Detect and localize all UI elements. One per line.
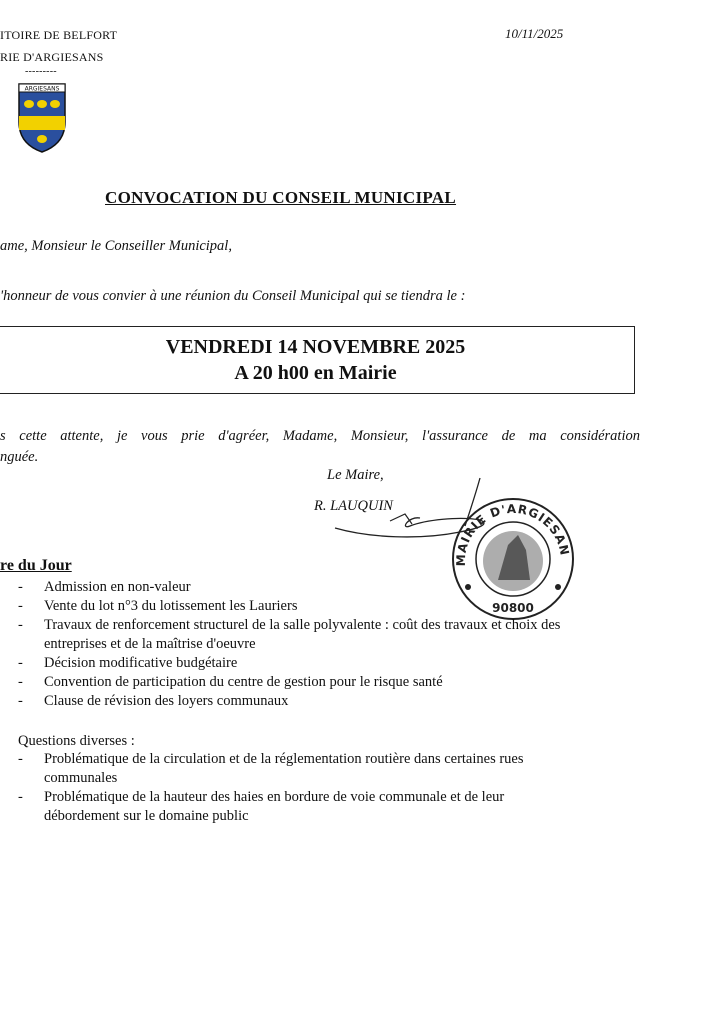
header-department: ITOIRE DE BELFORT — [0, 28, 118, 42]
agenda-item-text: Décision modificative budgétaire — [44, 655, 238, 671]
agenda-item-text: Clause de révision des loyers communaux — [44, 693, 289, 709]
closing-line-1: s cette attente, je vous prie d'agréer, Madame, Monsieur, l'assurance de ma considération — [0, 428, 640, 444]
meeting-date: VENDREDI 14 NOVEMBRE 2025 — [165, 336, 466, 358]
questions-title: Questions diverses : — [18, 733, 135, 749]
agenda-item-text: Vente du lot n°3 du lotissement les Lauriers — [44, 598, 298, 614]
header-separator: --------- — [25, 66, 57, 77]
salutation: ame, Monsieur le Conseiller Municipal, — [0, 238, 232, 254]
stamp-postal: 90800 — [492, 601, 534, 615]
agenda-item-text: Convention de participation du centre de gestion pour le risque santé — [44, 674, 443, 690]
list-dash: - — [18, 751, 23, 767]
agenda-item — [18, 692, 560, 711]
list-dash: - — [18, 655, 23, 671]
meeting-time-place: A 20 h00 en Mairie — [234, 362, 397, 384]
agenda-item — [18, 654, 560, 673]
agenda-item-text: Admission en non-valeur — [44, 579, 191, 595]
agenda-item-text-cont: entreprises et de la maîtrise d'oeuvre — [44, 636, 256, 652]
list-dash: - — [18, 598, 23, 614]
list-dash: - — [18, 579, 23, 595]
agenda-title: re du Jour — [0, 557, 72, 574]
question-item-text-cont: débordement sur le domaine public — [44, 808, 249, 824]
agenda-item — [18, 616, 560, 654]
meeting-box — [0, 326, 635, 394]
closing-line-2: nguée. — [0, 449, 39, 465]
agenda-item — [18, 597, 560, 616]
header-mairie: RIE D'ARGIESANS — [0, 50, 104, 64]
list-dash: - — [18, 693, 23, 709]
signature-name: R. LAUQUIN — [314, 498, 393, 514]
question-item — [18, 750, 524, 788]
list-dash: - — [18, 674, 23, 690]
agenda-list — [18, 578, 560, 711]
list-dash: - — [18, 789, 23, 805]
question-item-text: Problématique de la circulation et de la réglementation routière dans certaines rues — [44, 751, 524, 767]
question-item-text-cont: communales — [44, 770, 118, 786]
agenda-item-text: Travaux de renforcement structurel de la salle polyvalente : coût des travaux et choix des — [44, 617, 561, 633]
question-item-text: Problématique de la hauteur des haies en bordure de voie communale et de leur — [44, 789, 505, 805]
agenda-item — [18, 673, 560, 692]
agenda-item — [18, 578, 560, 597]
questions-list — [18, 750, 524, 826]
intro-text: 'honneur de vous convier à une réunion du Conseil Municipal qui se tiendra le : — [0, 288, 466, 304]
question-item — [18, 788, 524, 826]
stamp-text: MAIRIE D'ARGIESAN — [453, 501, 572, 567]
document-date: 10/11/2025 — [505, 26, 564, 41]
coat-of-arms-icon — [17, 82, 67, 154]
page-title: CONVOCATION DU CONSEIL MUNICIPAL — [105, 188, 457, 207]
coat-of-arms-label: ARGIESANS — [24, 85, 60, 93]
signature-title: Le Maire, — [327, 467, 384, 483]
list-dash: - — [18, 617, 23, 633]
